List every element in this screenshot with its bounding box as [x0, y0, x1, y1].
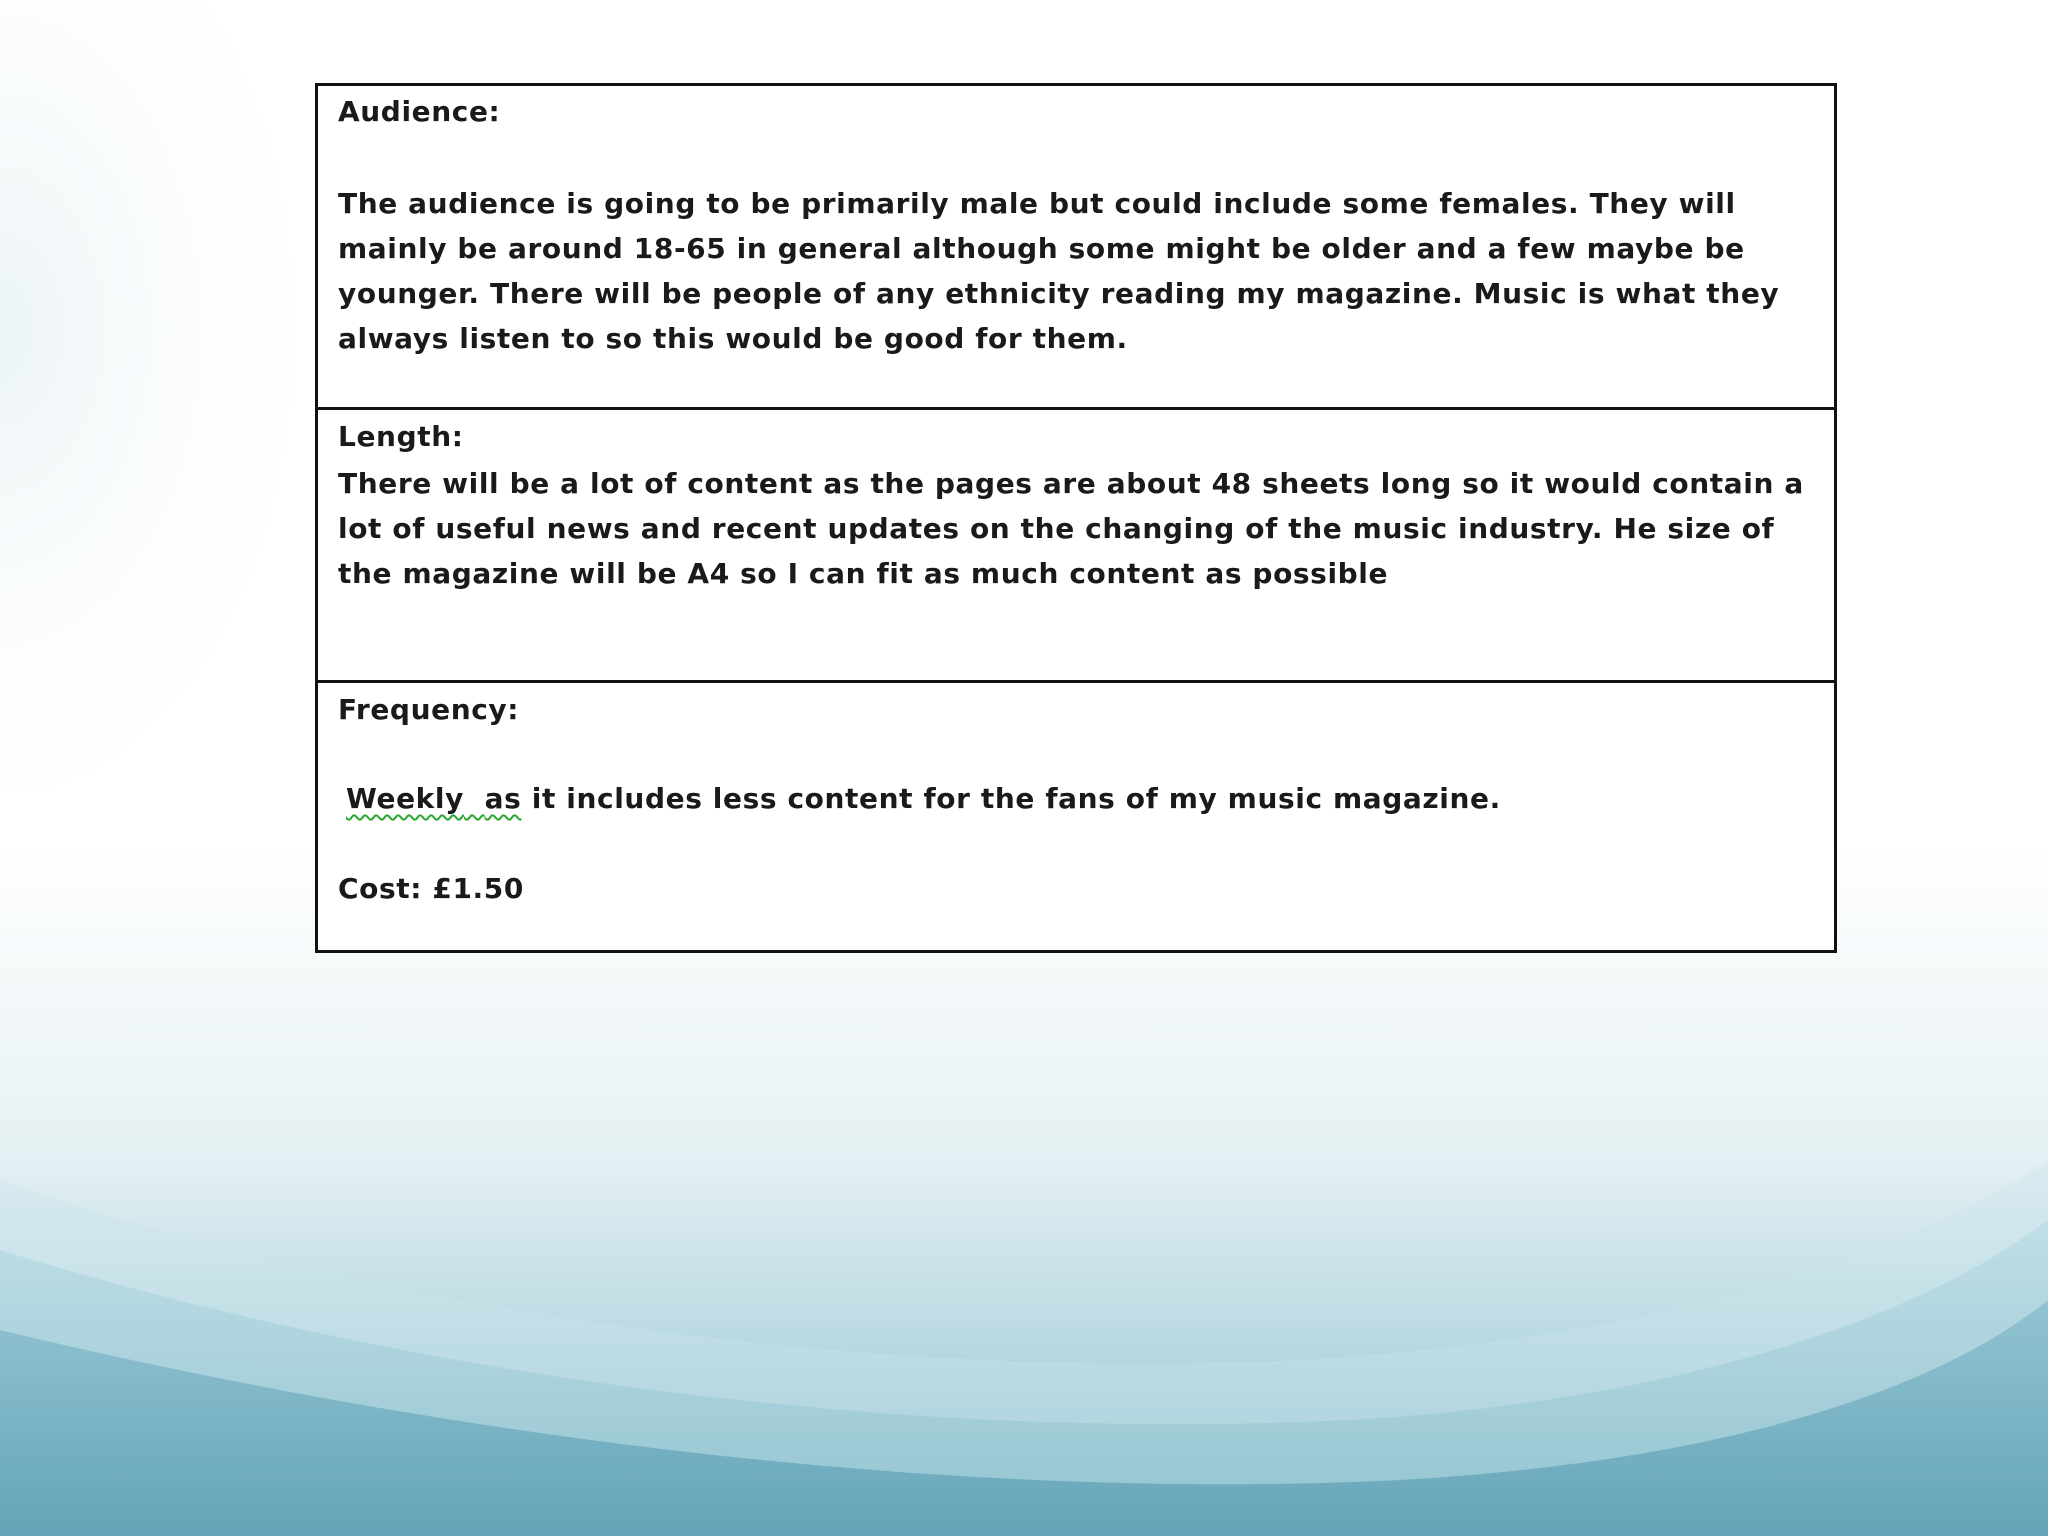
spellcheck-word-weekly: Weekly — [346, 782, 464, 815]
frequency-text-rest: it includes less content for the fans of my music magazine. — [521, 782, 1501, 815]
length-heading: Length: — [338, 420, 464, 453]
frequency-heading: Frequency: — [338, 693, 520, 726]
frequency-text — [346, 779, 1501, 819]
audience-text: The audience is going to be primarily male but could include some females. They will mainly be around 18-65 in general although some might be older and a few maybe be younger. There will be people of any ethnicity reading my magazine. Music is what they always listen to so this would be good for them. — [338, 187, 1780, 355]
audience-cell — [318, 86, 1834, 410]
length-text: There will be a lot of content as the pages are about 48 sheets long so it would contain a lot of useful news and recent updates on the changing of the music industry. He size of the magazine will be A4 so I can fit as much content as possible — [338, 467, 1804, 590]
length-cell — [318, 410, 1834, 683]
frequency-cell — [318, 683, 1834, 950]
audience-heading: Audience: — [338, 95, 501, 128]
magazine-plan-table — [315, 83, 1837, 953]
cost-text: Cost: £1.50 — [338, 872, 524, 905]
spellcheck-word-as: as — [484, 782, 522, 815]
spellcheck-gap — [464, 782, 485, 815]
